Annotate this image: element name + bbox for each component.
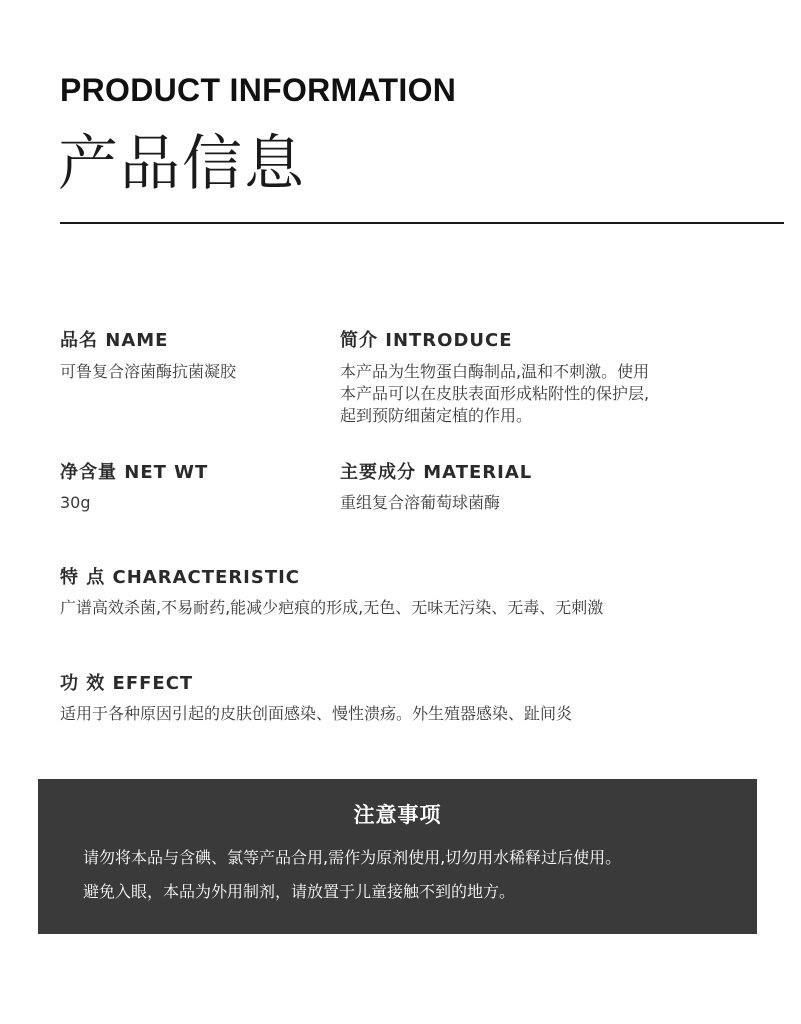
introduce-line: 本产品为生物蛋白酶制品,温和不刺激。使用 bbox=[340, 362, 650, 381]
net-wt-label: 净含量 NET WT bbox=[60, 462, 209, 483]
page-title-cn: 产品信息 bbox=[58, 129, 306, 199]
net-wt-value: 30g bbox=[60, 493, 91, 512]
notice-line: 避免入眼，本品为外用制剂，请放置于儿童接触不到的地方。 bbox=[83, 882, 516, 901]
name-value: 可鲁复合溶菌酶抗菌凝胶 bbox=[60, 362, 237, 381]
name-label: 品名 NAME bbox=[60, 330, 169, 351]
page-title-en: PRODUCT INFORMATION bbox=[60, 72, 457, 108]
notice-title: 注意事项 bbox=[353, 803, 442, 827]
introduce-label: 简介 INTRODUCE bbox=[340, 330, 513, 351]
effect-value: 适用于各种原因引起的皮肤创面感染、慢性溃疡。外生殖器感染、趾间炎 bbox=[60, 704, 573, 723]
characteristic-label: 特 点 CHARACTERISTIC bbox=[60, 567, 301, 588]
notice-box bbox=[38, 779, 757, 934]
characteristic-value: 广谱高效杀菌,不易耐药,能减少疤痕的形成,无色、无味无污染、无毒、无刺激 bbox=[60, 598, 604, 617]
notice-line: 请勿将本品与含碘、氯等产品合用,需作为原剂使用,切勿用水稀释过后使用。 bbox=[83, 848, 622, 867]
introduce-line: 起到预防细菌定植的作用。 bbox=[340, 406, 533, 425]
title-divider bbox=[60, 222, 784, 224]
material-label: 主要成分 MATERIAL bbox=[340, 462, 533, 483]
effect-label: 功 效 EFFECT bbox=[60, 673, 194, 694]
introduce-line: 本产品可以在皮肤表面形成粘附性的保护层, bbox=[340, 384, 650, 403]
introduce-value bbox=[340, 361, 720, 427]
material-value: 重组复合溶葡萄球菌酶 bbox=[340, 493, 501, 512]
